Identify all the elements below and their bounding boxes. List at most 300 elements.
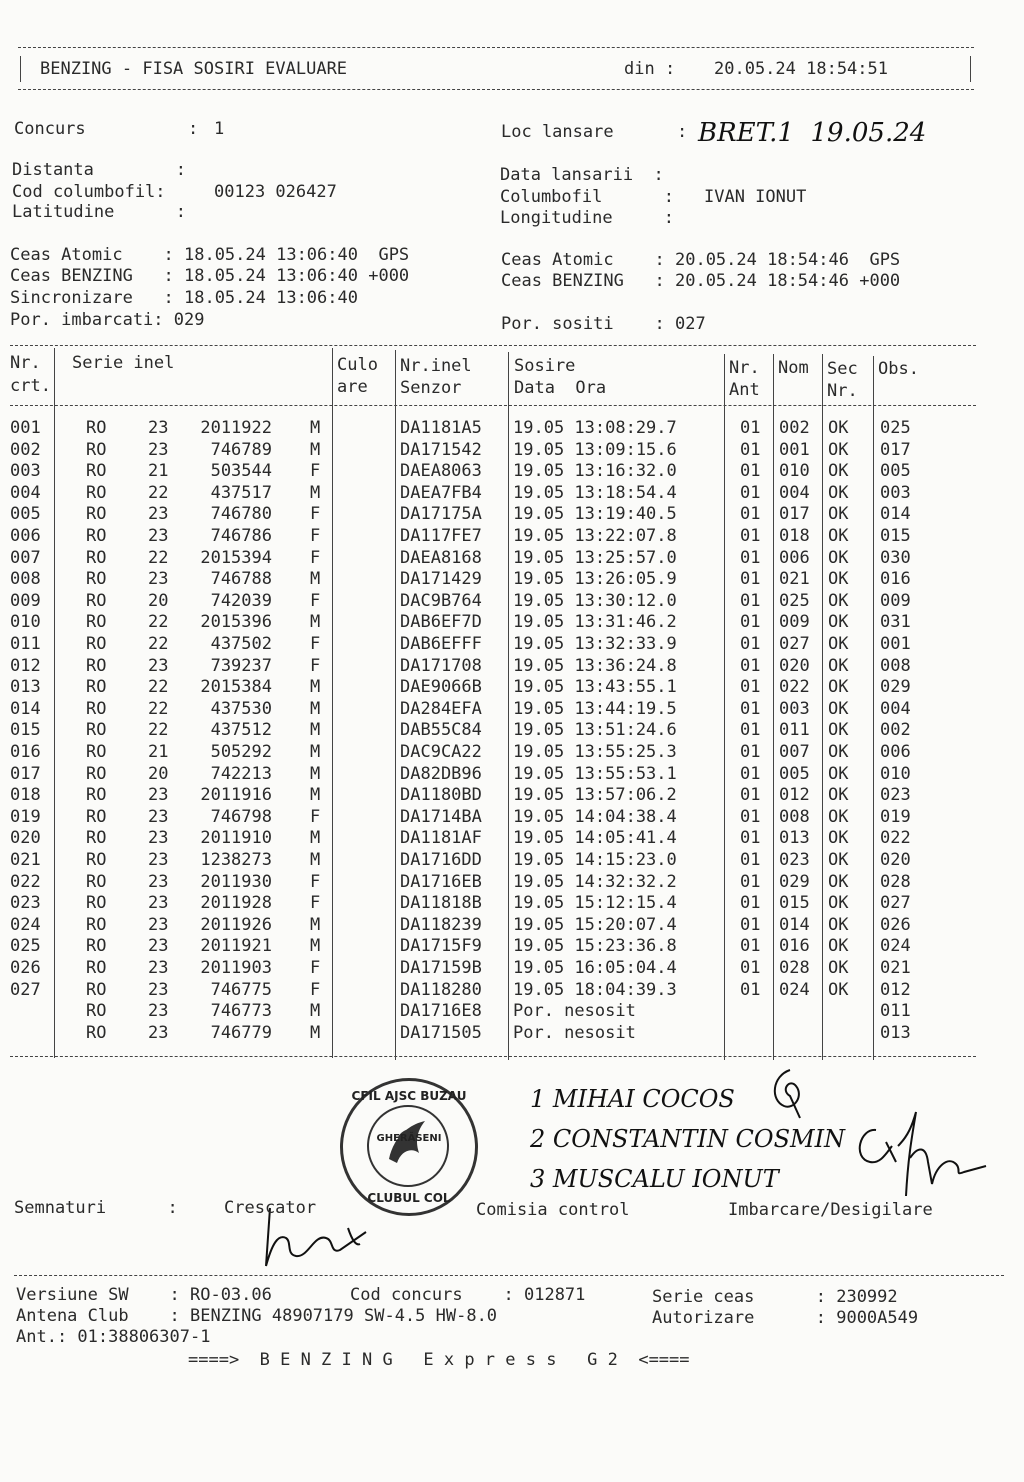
commission-member-2: 2 CONSTANTIN COSMIN xyxy=(530,1125,846,1153)
cell-year: 22 xyxy=(148,634,169,654)
cell-year: 23 xyxy=(148,1001,169,1022)
cell-obs: 019 xyxy=(880,806,911,827)
cell-sensor: DA117FE7 xyxy=(400,526,482,546)
cell-obs: 020 xyxy=(880,850,911,870)
cell-obs: 025 xyxy=(880,418,911,438)
cell-sec: OK xyxy=(828,677,849,698)
cell-nom: 006 xyxy=(779,547,810,568)
cell-ring: 503544 xyxy=(210,461,272,482)
cell-sex: M xyxy=(310,850,321,870)
cell-obs: 015 xyxy=(880,526,911,546)
cell-ring: 746789 xyxy=(210,439,272,460)
cell-ant: 01 xyxy=(740,418,761,438)
footer-rule xyxy=(14,1275,1004,1276)
cell-nr: 002 xyxy=(10,439,41,460)
cell-ring: 746788 xyxy=(210,569,272,590)
cell-arrival: 19.05 13:08:29.7 xyxy=(513,418,677,438)
stamp-bottom-text: CLUBUL COL xyxy=(367,1191,451,1205)
cell-year: 23 xyxy=(148,936,169,957)
cell-year: 23 xyxy=(148,806,169,827)
cell-sex: F xyxy=(310,958,321,978)
cell-sensor: DA1180BD xyxy=(400,785,482,806)
cell-arrival: 19.05 13:32:33.9 xyxy=(513,634,677,654)
cell-nr: 025 xyxy=(10,936,41,957)
cell-sec: OK xyxy=(828,785,849,806)
cell-ant: 01 xyxy=(740,461,761,482)
cell-sensor: DA171429 xyxy=(400,569,482,590)
ceas-atomic-end: Ceas Atomic : 20.05.24 18:54:46 GPS xyxy=(501,250,901,270)
cell-country: RO xyxy=(86,720,107,741)
cell-nr: 003 xyxy=(10,461,41,482)
cell-obs: 031 xyxy=(880,612,911,633)
cell-nom: 017 xyxy=(779,504,810,525)
cell-ant: 01 xyxy=(740,504,761,525)
benzing-brand-line: ====> B E N Z I N G E x p r e s s G 2 <==== xyxy=(188,1350,690,1370)
cell-ant: 01 xyxy=(740,482,761,503)
cell-arrival: 19.05 16:05:04.4 xyxy=(513,958,677,978)
cell-sec: OK xyxy=(828,547,849,568)
cell-sex: M xyxy=(310,698,321,719)
cell-nom: 005 xyxy=(779,763,810,784)
cell-arrival: 19.05 13:55:53.1 xyxy=(513,763,677,784)
columbofil-label: Columbofil : xyxy=(500,187,674,207)
cell-ant: 01 xyxy=(740,569,761,590)
cell-ant: 01 xyxy=(740,893,761,914)
cell-sec: OK xyxy=(828,979,849,1000)
cell-country: RO xyxy=(86,914,107,935)
loc-lansare-label: Loc lansare xyxy=(501,122,614,142)
cell-ant: 01 xyxy=(740,785,761,806)
cell-sensor: DAB55C84 xyxy=(400,720,482,741)
imbarcare-desigilare-label: Imbarcare/Desigilare xyxy=(728,1200,933,1220)
cell-obs: 021 xyxy=(880,958,911,978)
cell-ant: 01 xyxy=(740,634,761,654)
report-title: BENZING - FISA SOSIRI EVALUARE xyxy=(40,59,348,79)
col-sep-7 xyxy=(822,354,823,1060)
cell-sex: M xyxy=(310,612,321,633)
latitudine-label: Latitudine : xyxy=(12,202,186,222)
cell-sensor: DAC9B764 xyxy=(400,590,482,611)
cell-ring: 2015394 xyxy=(200,547,272,568)
cell-sec: OK xyxy=(828,936,849,957)
cell-arrival: 19.05 13:55:25.3 xyxy=(513,742,677,762)
cell-nr: 012 xyxy=(10,655,41,676)
cell-country: RO xyxy=(86,742,107,762)
cell-ant: 01 xyxy=(740,547,761,568)
cell-year: 23 xyxy=(148,914,169,935)
table-rule-top xyxy=(10,345,976,346)
cell-year: 21 xyxy=(148,461,169,482)
col-serie-header: Serie inel xyxy=(72,353,175,373)
cell-year: 23 xyxy=(148,893,169,914)
cell-ring: 2015396 xyxy=(200,612,272,633)
cell-ant: 01 xyxy=(740,936,761,957)
cell-sex: F xyxy=(310,504,321,525)
cell-nom: 027 xyxy=(779,634,810,654)
commission-member-3: 3 MUSCALU IONUT xyxy=(530,1165,779,1193)
antena-id: Ant.: 01:38806307-1 xyxy=(16,1327,211,1347)
col-sep-3 xyxy=(395,350,396,1060)
cell-year: 23 xyxy=(148,1022,169,1043)
cell-nr: 009 xyxy=(10,590,41,611)
cell-year: 23 xyxy=(148,850,169,870)
cell-sensor: DA11818B xyxy=(400,893,482,914)
cell-sec: OK xyxy=(828,504,849,525)
cell-country: RO xyxy=(86,677,107,698)
cell-year: 23 xyxy=(148,418,169,438)
cell-country: RO xyxy=(86,958,107,978)
cell-obs: 024 xyxy=(880,936,911,957)
cell-country: RO xyxy=(86,590,107,611)
col-sep-1 xyxy=(54,348,55,1058)
cell-country: RO xyxy=(86,1022,107,1043)
cell-nr: 017 xyxy=(10,763,41,784)
cell-nr: 023 xyxy=(10,893,41,914)
cell-ring: 437512 xyxy=(210,720,272,741)
cell-ant: 01 xyxy=(740,958,761,978)
cell-ant: 01 xyxy=(740,655,761,676)
cell-nr: 022 xyxy=(10,871,41,892)
col-nrinel-header-2: Senzor xyxy=(400,378,462,398)
cell-sex: M xyxy=(310,785,321,806)
cell-year: 20 xyxy=(148,763,169,784)
cell-country: RO xyxy=(86,526,107,546)
loc-lansare-colon: : xyxy=(677,122,688,142)
cell-sex: M xyxy=(310,828,321,849)
cell-sec: OK xyxy=(828,655,849,676)
cell-sec: OK xyxy=(828,893,849,914)
cell-country: RO xyxy=(86,482,107,503)
ceas-benzing-start: Ceas BENZING : 18.05.24 13:06:40 +000 xyxy=(10,266,410,286)
stamp-top-text: CFIL AJSC BUZAU xyxy=(351,1089,467,1103)
cell-year: 22 xyxy=(148,720,169,741)
cell-arrival: 19.05 13:31:46.2 xyxy=(513,612,677,633)
cell-nom: 004 xyxy=(779,482,810,503)
cell-sec: OK xyxy=(828,634,849,654)
cell-ant: 01 xyxy=(740,914,761,935)
cell-country: RO xyxy=(86,655,107,676)
cell-arrival: 19.05 15:23:36.8 xyxy=(513,936,677,957)
stamp-inner-circle xyxy=(367,1105,449,1187)
cell-nom: 009 xyxy=(779,612,810,633)
cell-country: RO xyxy=(86,979,107,1000)
longitudine-label: Longitudine : xyxy=(500,208,674,228)
cell-year: 23 xyxy=(148,828,169,849)
cell-ant: 01 xyxy=(740,850,761,870)
ceas-atomic-start: Ceas Atomic : 18.05.24 13:06:40 GPS xyxy=(10,245,410,265)
cell-sex: F xyxy=(310,590,321,611)
cell-nr: 024 xyxy=(10,914,41,935)
cell-sex: M xyxy=(310,763,321,784)
cell-country: RO xyxy=(86,763,107,784)
cell-sex: F xyxy=(310,893,321,914)
cell-sensor: DAE9066B xyxy=(400,677,482,698)
col-nrant-header-2: Ant xyxy=(729,380,760,400)
cell-ring: 739237 xyxy=(210,655,272,676)
cell-obs: 002 xyxy=(880,720,911,741)
cell-obs: 010 xyxy=(880,763,911,784)
cell-ant: 01 xyxy=(740,612,761,633)
cell-country: RO xyxy=(86,850,107,870)
cell-country: RO xyxy=(86,504,107,525)
header-right-border xyxy=(970,56,971,82)
cell-country: RO xyxy=(86,1001,107,1022)
cell-sec: OK xyxy=(828,850,849,870)
cell-sec: OK xyxy=(828,461,849,482)
cell-sex: M xyxy=(310,936,321,957)
cell-ant: 01 xyxy=(740,828,761,849)
cell-obs: 011 xyxy=(880,1001,911,1022)
cell-ring: 505292 xyxy=(210,742,272,762)
col-nrcrt-header-1: Nr. xyxy=(10,353,41,373)
header-left-border xyxy=(20,56,21,82)
cell-arrival: 19.05 13:18:54.4 xyxy=(513,482,677,503)
col-sec-header-2: Nr. xyxy=(827,381,858,401)
cell-sensor: DA1181A5 xyxy=(400,418,482,438)
cell-ant: 01 xyxy=(740,742,761,762)
cell-sec: OK xyxy=(828,828,849,849)
loc-lansare-handwritten: BRET.1 19.05.24 xyxy=(698,118,927,148)
cell-ring: 437530 xyxy=(210,698,272,719)
cell-nom: 012 xyxy=(779,785,810,806)
cell-sec: OK xyxy=(828,418,849,438)
cell-nom: 023 xyxy=(779,850,810,870)
cell-year: 23 xyxy=(148,785,169,806)
cell-nom: 025 xyxy=(779,590,810,611)
cell-sex: F xyxy=(310,526,321,546)
cell-nr: 026 xyxy=(10,958,41,978)
cell-arrival: 19.05 13:19:40.5 xyxy=(513,504,677,525)
cell-obs: 012 xyxy=(880,979,911,1000)
cell-sec: OK xyxy=(828,763,849,784)
cell-sec: OK xyxy=(828,742,849,762)
cell-year: 23 xyxy=(148,439,169,460)
cell-ant: 01 xyxy=(740,526,761,546)
cell-sensor: DA1181AF xyxy=(400,828,482,849)
cell-ring: 2011930 xyxy=(200,871,272,892)
cell-arrival: 19.05 13:57:06.2 xyxy=(513,785,677,806)
cell-sensor: DA17159B xyxy=(400,958,482,978)
cell-arrival: 19.05 13:51:24.6 xyxy=(513,720,677,741)
cell-obs: 001 xyxy=(880,634,911,654)
distanta-label: Distanta : xyxy=(12,160,186,180)
cell-nom: 013 xyxy=(779,828,810,849)
cell-sex: F xyxy=(310,461,321,482)
cell-ring: 2011910 xyxy=(200,828,272,849)
cell-nr: 016 xyxy=(10,742,41,762)
cell-ring: 2011916 xyxy=(200,785,272,806)
concurs-label: Concurs : xyxy=(14,119,199,139)
cell-ant: 01 xyxy=(740,590,761,611)
table-rule-bottom xyxy=(10,1056,976,1057)
cell-obs: 004 xyxy=(880,698,911,719)
cell-year: 22 xyxy=(148,482,169,503)
col-nrcrt-header-2: crt. xyxy=(10,376,51,396)
cell-sensor: DAB6EF7D xyxy=(400,612,482,633)
cell-nr: 001 xyxy=(10,418,41,438)
cell-sex: M xyxy=(310,439,321,460)
cell-ring: 742039 xyxy=(210,590,272,611)
cell-obs: 005 xyxy=(880,461,911,482)
pigeon-emblem-icon xyxy=(369,1107,443,1181)
sincronizare: Sincronizare : 18.05.24 13:06:40 xyxy=(10,288,358,308)
cell-sensor: DA171708 xyxy=(400,655,482,676)
comisia-control-label: Comisia control xyxy=(476,1200,630,1220)
cell-ant: 01 xyxy=(740,698,761,719)
cell-ant: 01 xyxy=(740,439,761,460)
cell-obs: 003 xyxy=(880,482,911,503)
signature-mark-icon xyxy=(760,1066,820,1126)
cell-sensor: DA1716EB xyxy=(400,871,482,892)
cell-sec: OK xyxy=(828,958,849,978)
cell-sensor: DA1716E8 xyxy=(400,1001,482,1022)
cell-ring: 437517 xyxy=(210,482,272,503)
cell-nom: 008 xyxy=(779,806,810,827)
cell-obs: 030 xyxy=(880,547,911,568)
col-sec-header-1: Sec xyxy=(827,359,858,379)
cell-arrival: 19.05 13:25:57.0 xyxy=(513,547,677,568)
cell-nr: 020 xyxy=(10,828,41,849)
cell-sec: OK xyxy=(828,439,849,460)
cell-sex: F xyxy=(310,655,321,676)
cell-obs: 029 xyxy=(880,677,911,698)
cell-arrival: 19.05 13:44:19.5 xyxy=(513,698,677,719)
cell-nr: 021 xyxy=(10,850,41,870)
cell-ring: 746798 xyxy=(210,806,272,827)
cell-arrival: 19.05 13:30:12.0 xyxy=(513,590,677,611)
cell-country: RO xyxy=(86,569,107,590)
cell-ring: 437502 xyxy=(210,634,272,654)
cell-nom: 018 xyxy=(779,526,810,546)
cell-nr: 018 xyxy=(10,785,41,806)
semnaturi-label: Semnaturi : xyxy=(14,1198,178,1218)
cell-sex: F xyxy=(310,634,321,654)
stamp-middle-text: GHERĂSENI xyxy=(376,1133,442,1144)
cell-sec: OK xyxy=(828,698,849,719)
col-nom-header: Nom xyxy=(778,358,809,378)
cell-nom: 002 xyxy=(779,418,810,438)
cell-ant: 01 xyxy=(740,763,761,784)
cell-sec: OK xyxy=(828,526,849,546)
versiune-sw: Versiune SW : RO-03.06 xyxy=(16,1285,272,1305)
cell-nom: 028 xyxy=(779,958,810,978)
cell-country: RO xyxy=(86,439,107,460)
cell-ring: 2015384 xyxy=(200,677,272,698)
cell-arrival: 19.05 15:12:15.4 xyxy=(513,893,677,914)
cell-ring: 746773 xyxy=(210,1001,272,1022)
cell-country: RO xyxy=(86,698,107,719)
cell-sensor: DAB6EFFF xyxy=(400,634,482,654)
cell-sex: M xyxy=(310,914,321,935)
cell-year: 23 xyxy=(148,655,169,676)
cell-sensor: DA1715F9 xyxy=(400,936,482,957)
col-sep-4 xyxy=(508,352,509,1060)
cell-ring: 2011921 xyxy=(200,936,272,957)
col-sep-5 xyxy=(724,354,725,1060)
cell-sex: F xyxy=(310,871,321,892)
cell-sensor: DA118239 xyxy=(400,914,482,935)
col-sosire-header-2: Data Ora xyxy=(514,378,607,398)
cell-sensor: DA171542 xyxy=(400,439,482,460)
cell-nr: 019 xyxy=(10,806,41,827)
cell-nom: 014 xyxy=(779,914,810,935)
cell-nr: 004 xyxy=(10,482,41,503)
cell-arrival: 19.05 13:09:15.6 xyxy=(513,439,677,460)
col-nrant-header-1: Nr. xyxy=(729,358,760,378)
cell-nom: 016 xyxy=(779,936,810,957)
ceas-benzing-end: Ceas BENZING : 20.05.24 18:54:46 +000 xyxy=(501,271,901,291)
porumbei-sositi: Por. sositi : 027 xyxy=(501,314,706,334)
cell-sec: OK xyxy=(828,569,849,590)
cell-country: RO xyxy=(86,547,107,568)
cell-arrival: 19.05 14:04:38.4 xyxy=(513,806,677,827)
header-rule-bottom xyxy=(18,89,974,90)
cell-sex: M xyxy=(310,418,321,438)
col-obs-header: Obs. xyxy=(878,359,919,379)
cell-country: RO xyxy=(86,634,107,654)
cell-ring: 746786 xyxy=(210,526,272,546)
cell-country: RO xyxy=(86,785,107,806)
report-date: 20.05.24 18:54:51 xyxy=(714,59,888,79)
cell-country: RO xyxy=(86,461,107,482)
cell-sensor: DA118280 xyxy=(400,979,482,1000)
cell-nom: 003 xyxy=(779,698,810,719)
cell-nr: 013 xyxy=(10,677,41,698)
cod-columbofil-label: Cod columbofil: xyxy=(12,182,166,202)
cell-country: RO xyxy=(86,418,107,438)
cell-obs: 023 xyxy=(880,785,911,806)
cell-arrival: 19.05 18:04:39.3 xyxy=(513,979,677,1000)
cell-obs: 016 xyxy=(880,569,911,590)
cell-sec: OK xyxy=(828,806,849,827)
cell-sex: M xyxy=(310,482,321,503)
cell-year: 22 xyxy=(148,698,169,719)
col-culoare-header-1: Culo xyxy=(337,355,378,375)
cell-year: 22 xyxy=(148,612,169,633)
cell-sex: F xyxy=(310,806,321,827)
cell-nom: 021 xyxy=(779,569,810,590)
porumbei-imbarcati: Por. imbarcati: 029 xyxy=(10,310,205,330)
cell-nom: 029 xyxy=(779,871,810,892)
cell-arrival: 19.05 14:05:41.4 xyxy=(513,828,677,849)
cell-sex: M xyxy=(310,720,321,741)
cod-columbofil-value: 00123 026427 xyxy=(214,182,337,202)
cell-ring: 746775 xyxy=(210,979,272,1000)
cell-sec: OK xyxy=(828,720,849,741)
cell-nr: 010 xyxy=(10,612,41,633)
cell-sex: F xyxy=(310,547,321,568)
cell-nom: 022 xyxy=(779,677,810,698)
cell-sex: F xyxy=(310,979,321,1000)
cell-ring: 1238273 xyxy=(200,850,272,870)
report-din-label: din : xyxy=(624,59,676,79)
cell-obs: 008 xyxy=(880,655,911,676)
cell-nr: 015 xyxy=(10,720,41,741)
columbofil-value: IVAN IONUT xyxy=(704,187,807,207)
cell-sex: M xyxy=(310,1022,321,1043)
cell-obs: 014 xyxy=(880,504,911,525)
cell-ant: 01 xyxy=(740,979,761,1000)
cell-ring: 2011922 xyxy=(200,418,272,438)
cell-obs: 006 xyxy=(880,742,911,762)
cod-concurs: Cod concurs : 012871 xyxy=(350,1285,586,1305)
table-rule-header xyxy=(10,405,976,406)
cell-country: RO xyxy=(86,806,107,827)
cell-ant: 01 xyxy=(740,871,761,892)
cell-nr: 008 xyxy=(10,569,41,590)
cell-sensor: DA82DB96 xyxy=(400,763,482,784)
cell-ring: 2011926 xyxy=(200,914,272,935)
